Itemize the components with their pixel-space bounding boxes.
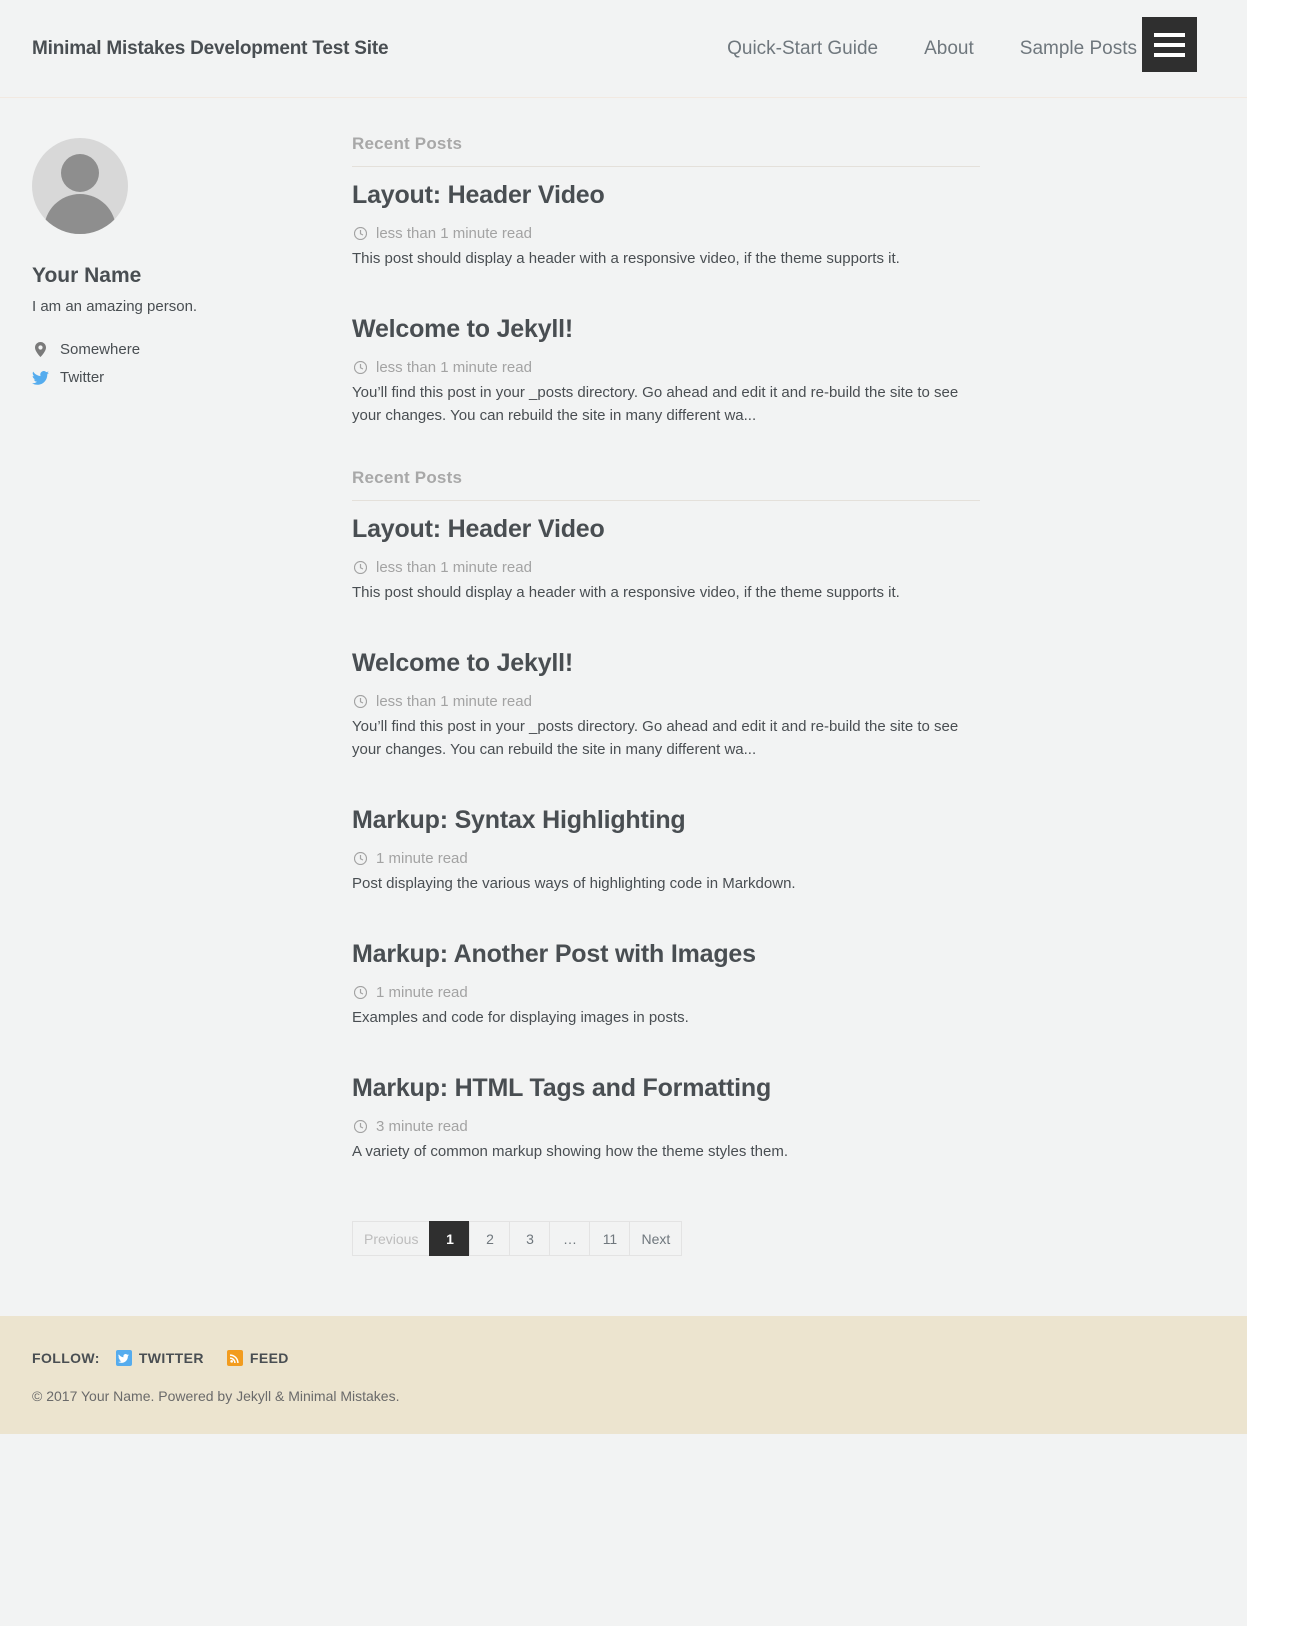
post-meta	[352, 359, 980, 376]
post-excerpt: This post should display a header with a responsive video, if the theme supports it.	[352, 250, 900, 267]
post-title[interactable]	[352, 181, 980, 210]
post-title-link[interactable]: Markup: Another Post with Images	[352, 939, 756, 968]
clock-icon	[352, 227, 369, 240]
pagination-page-11[interactable]: 11	[589, 1221, 629, 1256]
nav-item-sample-posts[interactable]: Sample Posts	[1019, 38, 1137, 59]
author-name: Your Name	[32, 264, 142, 287]
author-links	[32, 341, 320, 386]
post-excerpt: Examples and code for displaying images in posts.	[352, 1008, 689, 1026]
post-read-time: 1 minute read	[376, 983, 468, 1001]
post-title[interactable]	[352, 806, 980, 835]
footer-twitter-link[interactable]	[116, 1350, 204, 1366]
clock-icon	[352, 1120, 369, 1133]
post-title[interactable]	[352, 940, 980, 969]
post-title[interactable]	[352, 515, 980, 544]
page-right-gutter	[1247, 0, 1297, 1626]
post-list-item	[352, 515, 980, 605]
clock-icon	[352, 986, 369, 999]
clock-icon	[352, 561, 369, 574]
footer-feed-link[interactable]	[227, 1350, 289, 1366]
avatar	[32, 138, 128, 234]
post-list-item	[352, 1074, 980, 1164]
post-title-link[interactable]: Layout: Header Video	[352, 181, 605, 209]
post-excerpt: You’ll find this post in your _posts directory. Go ahead and edit it and re-build the site to see your changes. You can rebuild the site in many different wa...	[352, 383, 959, 424]
footer-copyright: © 2017 Your Name. Powered by Jekyll & Minimal Mistakes.	[32, 1388, 400, 1405]
post-excerpt: This post should display a header with a responsive video, if the theme supports it.	[352, 583, 900, 601]
menu-toggle-icon[interactable]	[1142, 17, 1197, 72]
pagination-page-1[interactable]: 1	[429, 1221, 469, 1256]
author-link-label[interactable]: Twitter	[60, 369, 105, 386]
pagination-next[interactable]: Next	[629, 1221, 682, 1256]
post-title[interactable]	[352, 315, 980, 344]
pagination-previous: Previous	[352, 1221, 429, 1256]
location-pin-icon	[32, 342, 49, 357]
section-title-recent-posts-2: Recent Posts	[352, 468, 980, 501]
post-read-time: less than 1 minute read	[376, 225, 532, 242]
post-list-item	[352, 649, 980, 762]
hamburger-bar	[1154, 43, 1185, 47]
post-list-item	[352, 315, 980, 428]
post-meta	[352, 1118, 980, 1135]
post-title-link[interactable]: Markup: Syntax Highlighting	[352, 805, 686, 834]
clock-icon	[352, 852, 369, 865]
post-meta	[352, 225, 980, 242]
masthead	[0, 0, 1247, 98]
follow-label: FOLLOW:	[32, 1350, 100, 1367]
hamburger-bar	[1154, 33, 1185, 37]
twitter-icon	[32, 371, 49, 385]
post-read-time: 3 minute read	[376, 1117, 468, 1135]
post-meta	[352, 559, 980, 576]
footer-link-label: FEED	[249, 1350, 289, 1367]
author-bio: I am an amazing person.	[32, 298, 198, 315]
pagination	[352, 1221, 980, 1256]
nav-item-about[interactable]: About	[924, 38, 974, 59]
post-list-item	[352, 181, 980, 271]
post-meta	[352, 693, 980, 710]
post-excerpt: A variety of common markup showing how the theme styles them.	[352, 1142, 789, 1160]
post-read-time: 1 minute read	[376, 849, 468, 867]
author-link-location	[32, 341, 320, 358]
post-title-link[interactable]: Welcome to Jekyll!	[352, 314, 574, 343]
post-excerpt: Post displaying the various ways of highlighting code in Markdown.	[352, 874, 796, 892]
clock-icon	[352, 361, 369, 374]
post-title-link[interactable]: Welcome to Jekyll!	[352, 648, 574, 677]
site-title[interactable]: Minimal Mistakes Development Test Site	[32, 38, 389, 59]
pagination-ellipsis: …	[549, 1221, 589, 1256]
nav-item-quick-start-guide[interactable]: Quick-Start Guide	[727, 38, 879, 59]
page-footer	[0, 1316, 1247, 1434]
author-sidebar	[32, 134, 320, 1316]
pagination-page-2[interactable]: 2	[469, 1221, 509, 1256]
section-title-recent-posts-1: Recent Posts	[352, 134, 980, 167]
hamburger-bar	[1154, 53, 1185, 57]
post-list-item	[352, 940, 980, 1030]
post-list-item	[352, 806, 980, 896]
footer-link-label: TWITTER	[138, 1350, 204, 1367]
content-area	[0, 98, 1247, 1316]
post-read-time: less than 1 minute read	[376, 558, 532, 576]
post-title[interactable]	[352, 1074, 980, 1103]
clock-icon	[352, 695, 369, 708]
author-link-label: Somewhere	[60, 341, 141, 358]
post-title-link[interactable]: Layout: Header Video	[352, 514, 605, 543]
post-meta	[352, 984, 980, 1001]
main-content	[320, 134, 980, 1316]
author-link-twitter[interactable]	[32, 369, 320, 386]
post-read-time: less than 1 minute read	[376, 358, 532, 376]
post-title-link[interactable]: Markup: HTML Tags and Formatting	[352, 1073, 772, 1102]
rss-icon	[227, 1350, 243, 1366]
pagination-page-3[interactable]: 3	[509, 1221, 549, 1256]
post-read-time: less than 1 minute read	[376, 692, 532, 710]
post-title[interactable]	[352, 649, 980, 678]
twitter-icon	[116, 1350, 132, 1366]
follow-row	[32, 1350, 1215, 1366]
post-excerpt: You’ll find this post in your _posts directory. Go ahead and edit it and re-build the site to see your changes. You can rebuild the site in many different wa...	[352, 717, 959, 758]
post-meta	[352, 850, 980, 867]
